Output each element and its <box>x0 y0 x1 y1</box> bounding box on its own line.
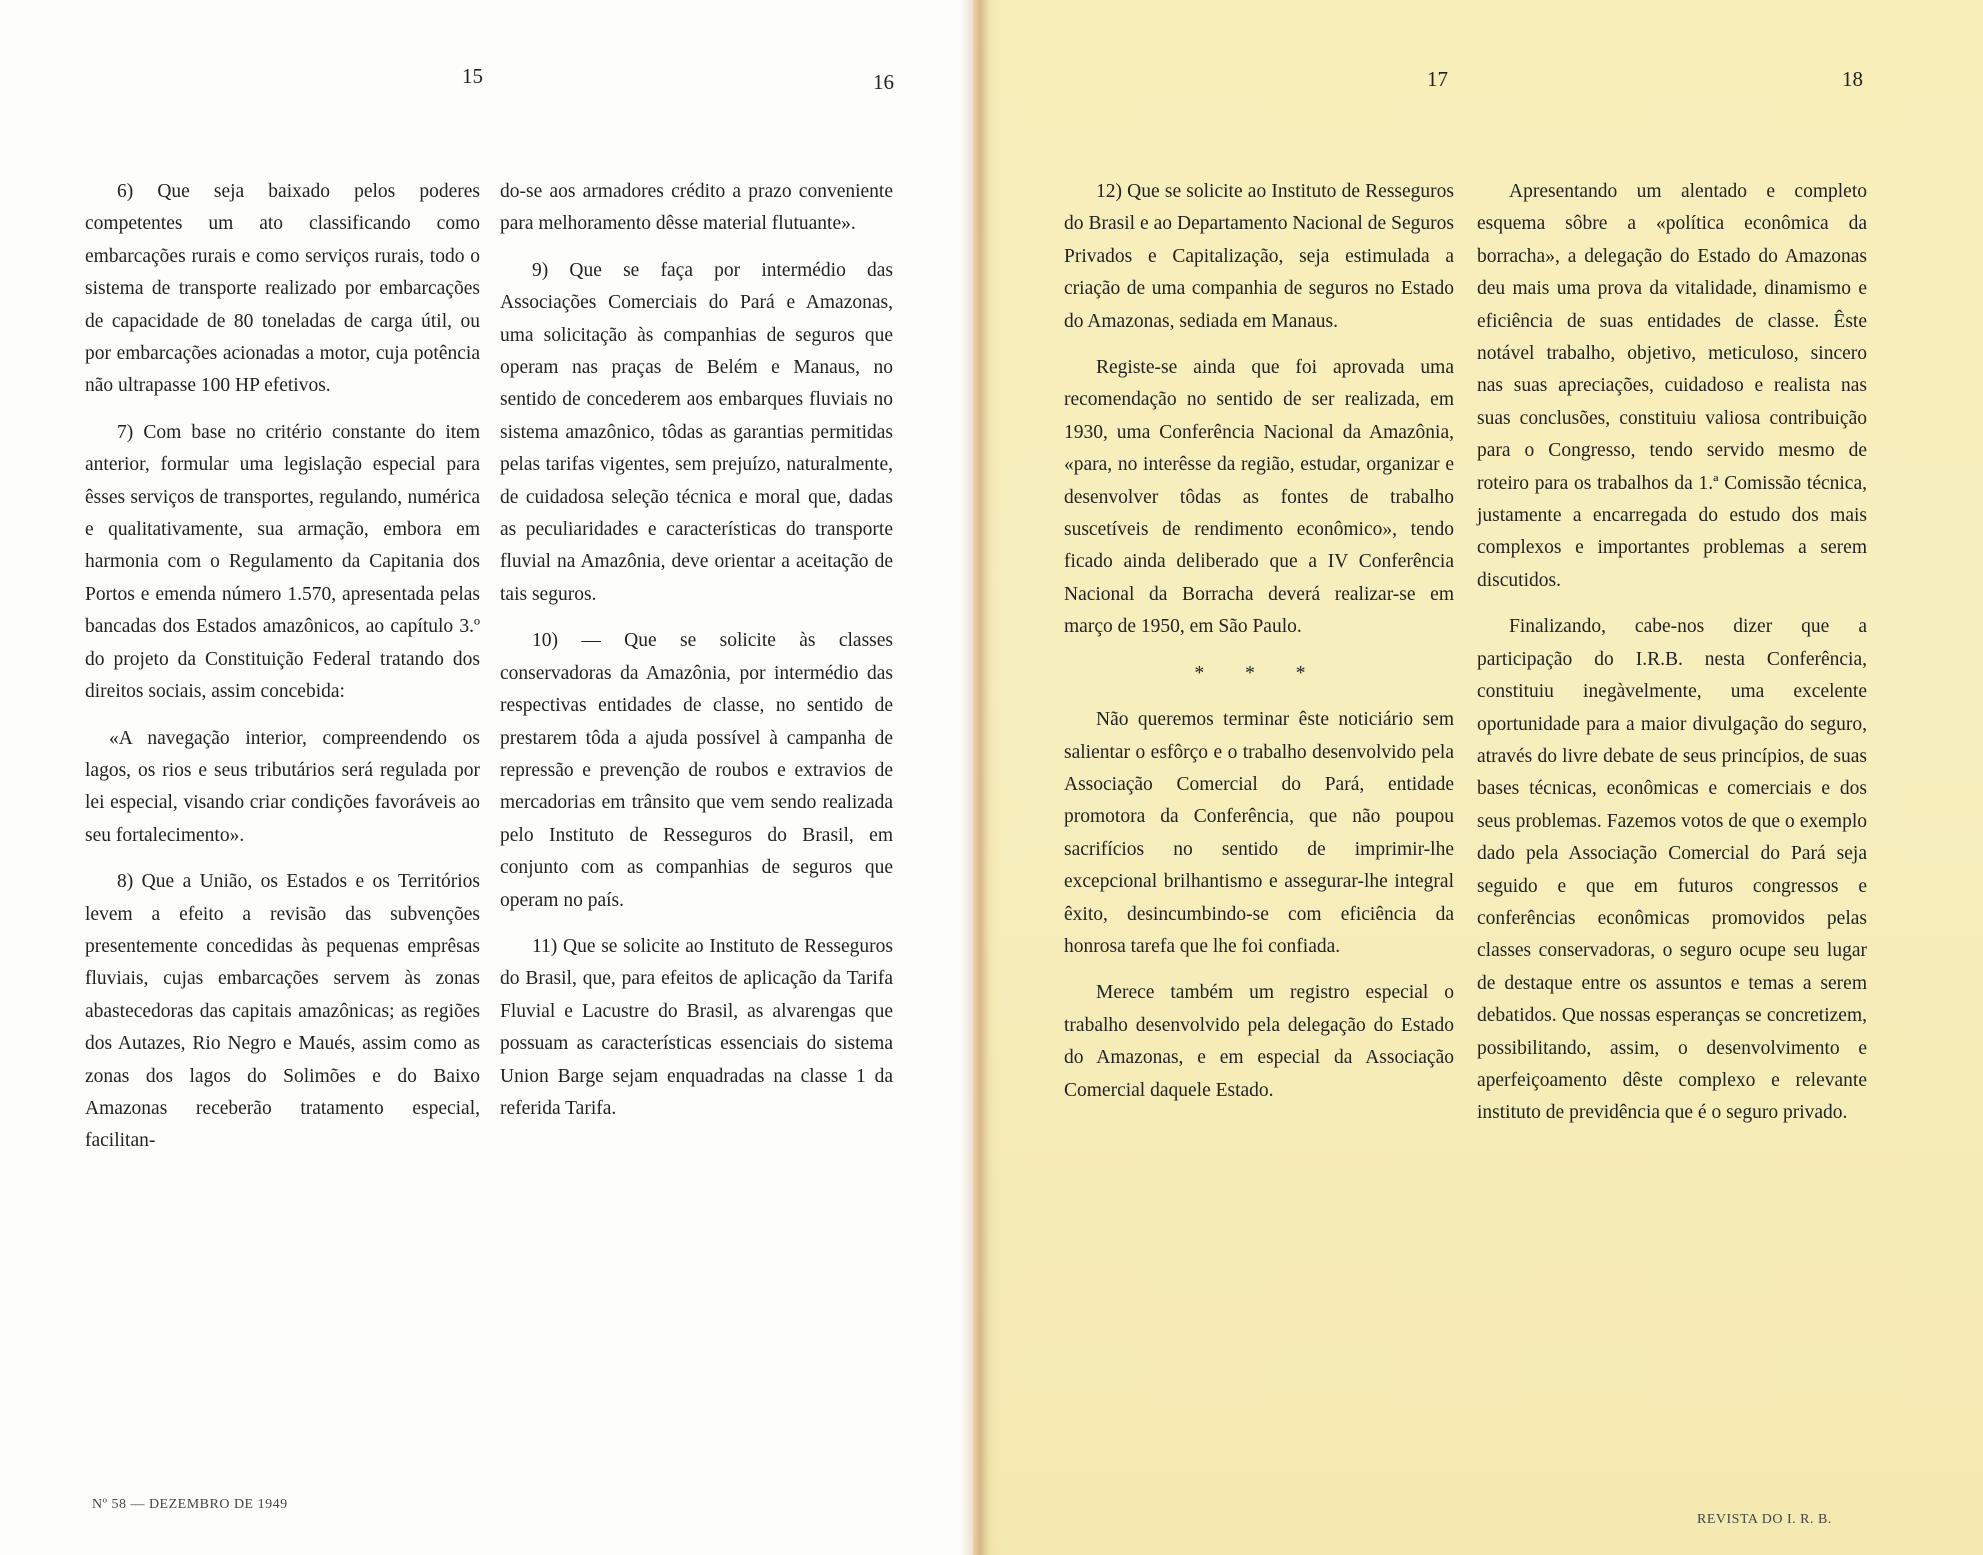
paragraph-item-8: 8) Que a União, os Estados e os Territórios levem a efeito a revisão das subvenções presentemente concedidas às pequenas emprêsas fluviais, cujas embarcações servem às zonas abastecedoras das capitais amazônicas; as regiões dos Autazes, Rio Negro e Maués, assim como as zonas dos lagos do Solimões e do Baixo Amazonas receberão tratamento especial, facilitan- <box>85 871 480 1152</box>
footer-issue-date: Nº 58 — DEZEMBRO DE 1949 <box>92 1497 288 1512</box>
page-number-18: 18 <box>1842 67 1863 91</box>
page-number-17: 17 <box>1427 67 1448 91</box>
paragraph-conference-record: Registe-se ainda que foi aprovada uma recomendação no sentido de ser realizada, em 1930, uma Conferência Nacional da Amazônia, «para, no interêsse da região, estudar, organizar e desenvolver tôdas as fontes de trabalho suscetíveis de rendimento econômico», tendo ficado ainda deliberado que a IV Conferência Nacional da Borracha deverá realizar-se em março de 1950, em São Paulo. <box>1064 357 1454 638</box>
column-page-17 <box>1064 176 1454 1121</box>
paragraph-item-11: 11) Que se solicite ao Instituto de Resseguros do Brasil, que, para efeitos de aplicação da Tarifa Fluvial e Lacustre do Brasil, as alvarengas que possuam as características essenciais do sistema Union Barge sejam enquadradas na classe 1 da referida Tarifa. <box>500 935 893 1119</box>
column-page-18 <box>1477 176 1867 1144</box>
paragraph-item-10: 10) — Que se solicite às classes conservadoras da Amazônia, por intermédio das respectivas entidades de classe, no sentido de prestarem tôda a ajuda possível à campanha de repressão e prevenção de roubos e extravios de mercadorias em trânsito que vem sendo realizada pelo Instituto de Resseguros do Brasil, em conjunto com as companhias de seguros que operam no país. <box>500 630 893 911</box>
section-separator: * * * <box>1194 662 1324 684</box>
paragraph-continuation: do-se aos armadores crédito a prazo conveniente para melhoramento dêsse material flutuante». <box>500 181 893 235</box>
quoted-amendment: «A navegação interior, compreendendo os lagos, os rios e seus tributários será regulada por lei especial, visando criar condições favoráveis ao seu fortalecimento». <box>85 727 480 846</box>
page-number-15: 15 <box>462 64 483 88</box>
paragraph-acknowledgement: Não queremos terminar êste noticiário sem salientar o esfôrço e o trabalho desenvolvido pela Associação Comercial do Pará, entidade promotora da Conferência, que não poupou sacrifícios no sentido de imprimir-lhe excepcional brilhantismo e assegurar-lhe integral êxito, desincumbindo-se com eficiência da honrosa tarefa que lhe foi confiada. <box>1064 709 1454 957</box>
paragraph-item-6: 6) Que seja baixado pelos poderes competentes um ato classificando como embarcações rurais e como serviços rurais, todo o sistema de transporte realizado por embarcações de capacidade de 80 toneladas de carga útil, ou por embarcações acionadas a motor, cuja potência não ultrapasse 100 HP efetivos. <box>85 181 480 397</box>
footer-journal-name: REVISTA DO I. R. B. <box>1697 1512 1832 1527</box>
paragraph-item-7: 7) Com base no critério constante do item anterior, formular uma legislação especial para êsses serviços de transportes, regulando, numérica e qualitativamente, sua armação, embora em harmonia com o Regulamento da Capitania dos Portos e emenda número 1.570, apresentada pelas bancadas dos Estados amazônicos, ao capítulo 3.º do projeto da Constituição Federal tratando dos direitos sociais, assim concebida: <box>85 421 480 703</box>
column-page-16 <box>500 176 893 1139</box>
column-page-15 <box>85 176 480 1172</box>
paragraph-amazonas-delegation: Merece também um registro especial o trabalho desenvolvido pela delegação do Estado do Amazonas, e em especial da Associação Comercial daquele Estado. <box>1064 982 1454 1101</box>
paragraph-item-9: 9) Que se faça por intermédio das Associações Comerciais do Pará e Amazonas, uma solicitação às companhias de seguros que operam nas praças de Belém e Manaus, no sentido de concederem aos embarques fluviais no sistema amazônico, tôdas as garantias permitidas pelas tarifas vigentes, sem prejuízo, naturalmente, de cuidadosa seleção técnica e moral que, dadas as peculiaridades e características do transporte fluvial na Amazônia, deve orientar a aceitação de tais seguros. <box>500 259 893 605</box>
paragraph-item-12: 12) Que se solicite ao Instituto de Resseguros do Brasil e ao Departamento Nacional de Seguros Privados e Capitalização, seja estimulada a criação de uma companhia de seguros no Estado do Amazonas, sediada em Manaus. <box>1064 181 1454 332</box>
paragraph-conclusion: Finalizando, cabe-nos dizer que a participação do I.R.B. nesta Conferência, constituiu inegàvelmente, uma excelente oportunidade para a maior divulgação do seguro, através do livre debate de seus princípios, de suas bases técnicas, econômicas e comerciais e dos seus problemas. Fazemos votos de que o exemplo dado pela Associação Comercial do Pará seja seguido e que em futuros congressos e conferências econômicas promovidos pelas classes conservadoras, o seguro ocupe seu lugar de destaque entre os assuntos e temas a serem debatidos. Que nossas esperanças se concretizem, possibilitando, assim, o desenvolvimento e aperfeiçoamento dêste complexo e relevante instituto de previdência que é o seguro privado. <box>1477 616 1867 1124</box>
page-number-16: 16 <box>873 70 894 94</box>
paragraph-rubber-policy: Apresentando um alentado e completo esquema sôbre a «política econômica da borracha», a delegação do Estado do Amazonas deu mais uma prova da vitalidade, dinamismo e eficiência de suas entidades de classe. Êste notável trabalho, objetivo, meticuloso, sincero nas suas apreciações, cuidadoso e realista nas suas conclusões, constituiu valiosa contribuição para o Congresso, tendo servido mesmo de roteiro para os trabalhos da 1.ª Comissão técnica, justamente a encarregada do estudo dos mais complexos e importantes problemas a serem discutidos. <box>1477 181 1867 591</box>
